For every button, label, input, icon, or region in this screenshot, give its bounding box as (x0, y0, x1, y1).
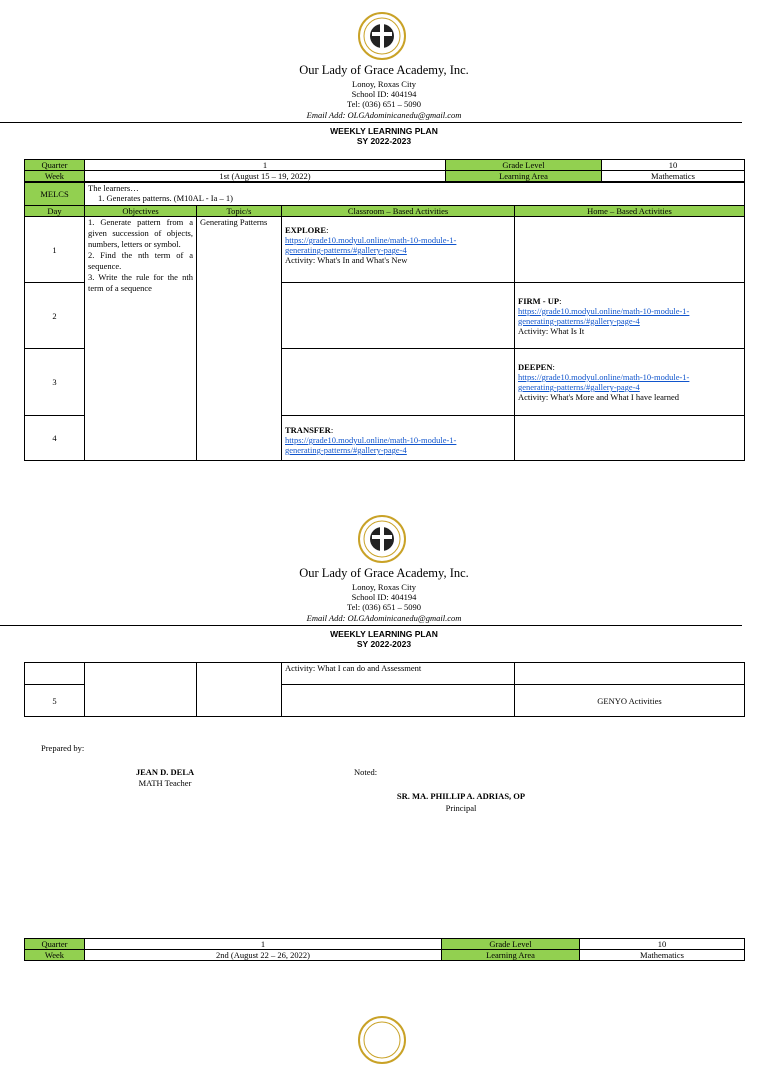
week-value: 1st (August 15 – 19, 2022) (85, 171, 446, 182)
school-name: Our Lady of Grace Academy, Inc. (299, 566, 469, 580)
home-day-4-cont (515, 663, 745, 685)
classroom-day-2 (282, 283, 515, 349)
classroom-day-1: EXPLORE: https://grade10.modyul.online/math-10-module-1- generating-patterns/#gallery-page-4 Activity: What's In and What's New (282, 217, 515, 283)
quarter-value: 1 (85, 160, 446, 171)
week-label: Week (25, 950, 85, 961)
melcs-content (85, 183, 745, 206)
col-topics: Topic/s (197, 206, 282, 217)
melcs-intro: The learners… (88, 183, 139, 193)
week2-value: 2nd (August 22 – 26, 2022) (85, 950, 442, 961)
school-seal-logo (358, 12, 406, 65)
explore-activity: Activity: What's In and What's New (285, 255, 408, 265)
plan-title: WEEKLY LEARNING PLAN (330, 126, 438, 136)
principal-name: SR. MA. PHILLIP A. ADRIAS, OP (396, 791, 526, 801)
noted-label: Noted: (354, 767, 378, 777)
topic-cell: Generating Patterns (197, 217, 282, 461)
prepared-by-label: Prepared by: (41, 743, 85, 753)
module-link[interactable]: https://grade10.modyul.online/math-10-module-1- generating-patterns/#gallery-page-4 (285, 435, 457, 455)
week2-info-table (24, 938, 745, 961)
day-cell-empty (25, 663, 85, 685)
principal-role: Principal (445, 803, 477, 813)
grade-value: 10 (602, 160, 745, 171)
home-day-4 (515, 416, 745, 461)
weekly-plan-table (24, 182, 745, 461)
explore-heading: EXPLORE (285, 225, 327, 235)
transfer-heading: TRANSFER (285, 425, 331, 435)
school-id: School ID: 404194 (351, 592, 417, 602)
col-home: Home – Based Activities (515, 206, 745, 217)
objective-3: 3. Write the rule for the nth term of a sequence (88, 272, 193, 293)
area-label: Learning Area (446, 171, 602, 182)
area-label: Learning Area (442, 950, 580, 961)
quarter-label: Quarter (25, 160, 85, 171)
info-table (24, 159, 745, 182)
plan-title: WEEKLY LEARNING PLAN (330, 629, 438, 639)
melcs-label: MELCS (25, 183, 85, 206)
area-value: Mathematics (602, 171, 745, 182)
area-value: Mathematics (580, 950, 745, 961)
teacher-role: MATH Teacher (138, 778, 192, 788)
module-link[interactable]: https://grade10.modyul.online/math-10-module-1- generating-patterns/#gallery-page-4 (518, 305, 690, 326)
objectives-cell (85, 217, 197, 461)
melcs-item: 1. Generates patterns. (M10AL - Ia – 1) (98, 193, 233, 203)
transfer-activity: Activity: What I can do and Assessment (282, 663, 515, 685)
grade-label: Grade Level (446, 160, 602, 171)
day-3: 3 (25, 349, 85, 416)
col-objectives: Objectives (85, 206, 197, 217)
objectives-cell (85, 663, 197, 717)
classroom-day-4: TRANSFER: https://grade10.modyul.online/math-10-module-1- generating-patterns/#gallery-page-4 (282, 416, 515, 461)
col-classroom: Classroom – Based Activities (282, 206, 515, 217)
classroom-day-5 (282, 685, 515, 717)
day-2: 2 (25, 283, 85, 349)
school-id: School ID: 404194 (351, 89, 417, 99)
weekly-plan-continuation (24, 662, 745, 717)
teacher-name: JEAN D. DELA (135, 767, 195, 777)
deepen-activity: Activity: What's More and What I have learned (518, 392, 680, 402)
school-email: Email Add: OLGAdominicanedu@gmail.com (306, 110, 462, 120)
firm-up-activity: Activity: What Is It (518, 325, 585, 336)
firm-up-heading: FIRM - UP (518, 295, 560, 306)
module-link[interactable]: https://grade10.modyul.online/math-10-module-1- generating-patterns/#gallery-page-4 (285, 235, 457, 255)
week-label: Week (25, 171, 85, 182)
header-divider (0, 122, 742, 123)
classroom-day-3 (282, 349, 515, 416)
school-year: SY 2022-2023 (356, 639, 412, 649)
quarter-value: 1 (85, 939, 442, 950)
grade-label: Grade Level (442, 939, 580, 950)
school-tel: Tel: (036) 651 – 5090 (346, 99, 421, 109)
school-year: SY 2022-2023 (356, 136, 412, 146)
home-day-2: FIRM - UP: https://grade10.modyul.online/math-10-module-1- generating-patterns/#gallery-page-4 Activity: What Is It (515, 283, 745, 349)
day-5: 5 (25, 685, 85, 717)
genyo-activities: GENYO Activities (515, 685, 745, 717)
day-1: 1 (25, 217, 85, 283)
col-day: Day (25, 206, 85, 217)
quarter-label: Quarter (25, 939, 85, 950)
grade-value: 10 (580, 939, 745, 950)
module-link[interactable]: https://grade10.modyul.online/math-10-module-1- generating-patterns/#gallery-page-4 (518, 372, 690, 392)
school-name: Our Lady of Grace Academy, Inc. (299, 63, 469, 77)
home-day-3: DEEPEN: https://grade10.modyul.online/math-10-module-1- generating-patterns/#gallery-page-4 Activity: What's More and What I have learned (515, 349, 745, 416)
school-seal-logo (358, 515, 406, 568)
objective-1: 1. Generate pattern from a given succession of objects, numbers, letters or symbol. (88, 217, 193, 249)
day-4: 4 (25, 416, 85, 461)
deepen-heading: DEEPEN (518, 362, 553, 372)
school-address: Lonoy, Roxas City (352, 79, 416, 89)
home-day-1 (515, 217, 745, 283)
school-email: Email Add: OLGAdominicanedu@gmail.com (306, 613, 462, 623)
objective-2: 2. Find the nth term of a sequence. (88, 250, 193, 271)
school-tel: Tel: (036) 651 – 5090 (346, 602, 421, 612)
header-divider (0, 625, 742, 626)
topic-cell (197, 663, 282, 717)
school-address: Lonoy, Roxas City (352, 582, 416, 592)
